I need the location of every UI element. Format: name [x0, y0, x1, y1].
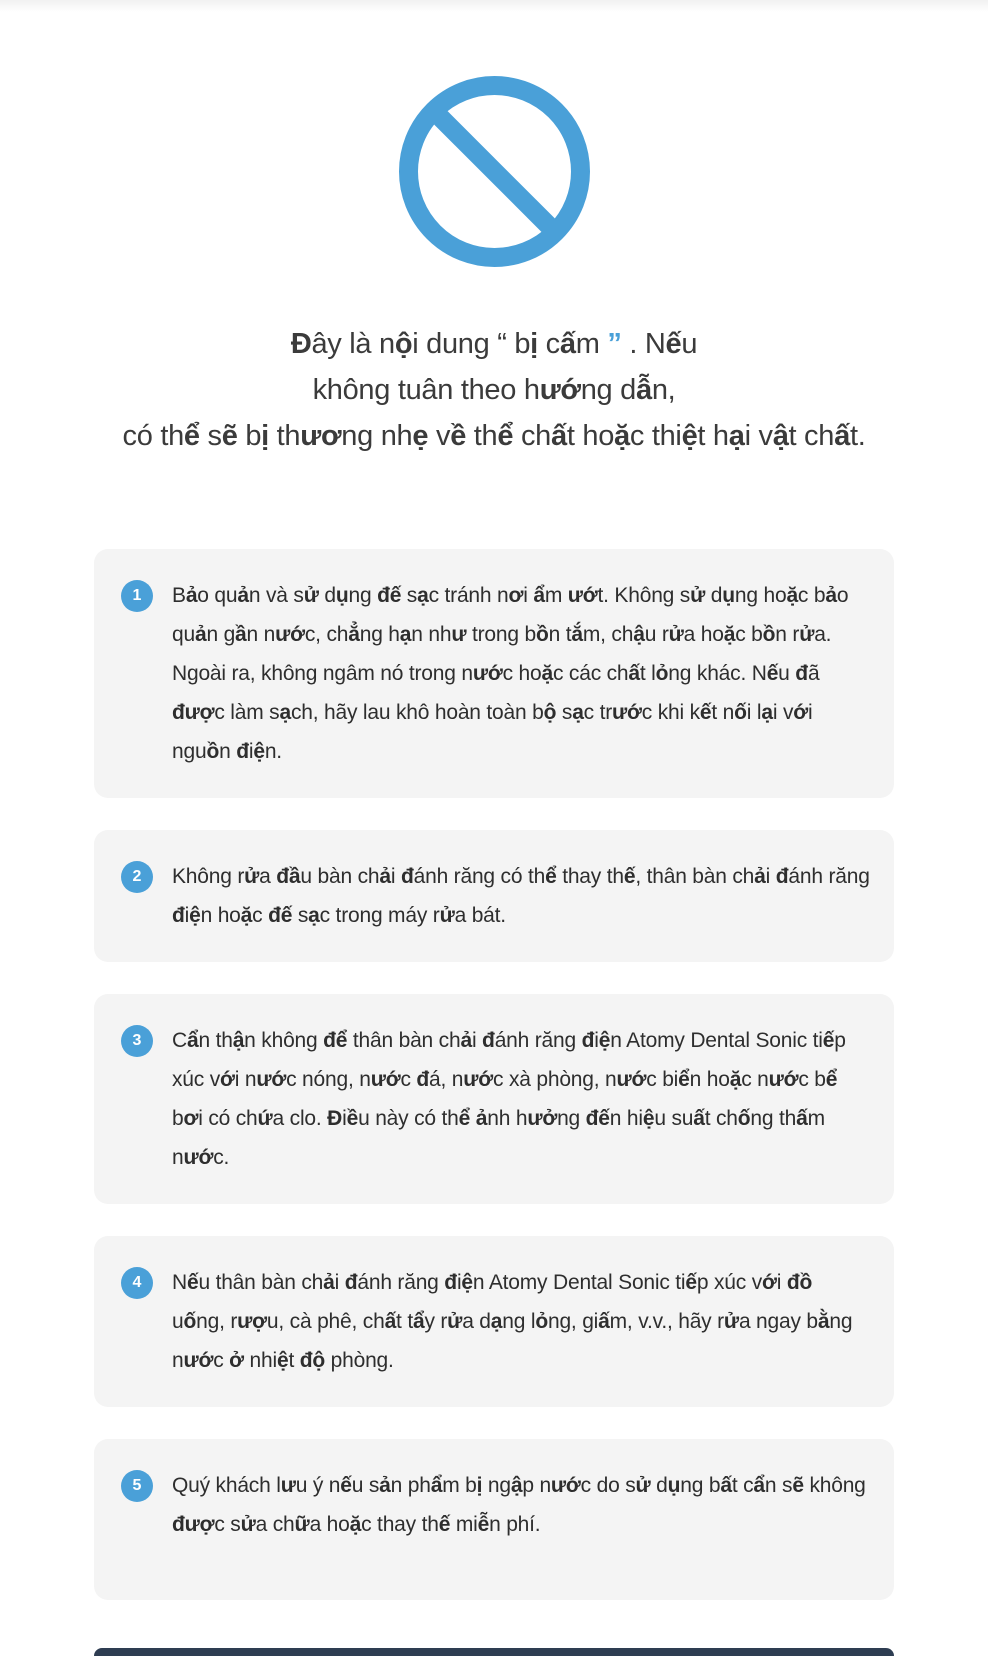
heading-line-3: có thể sẽ bị thương nhẹ về thể chất hoặc thiệt hại vật chất.	[122, 420, 866, 452]
heading-accent-quote: ”	[607, 328, 622, 360]
heading-line-1-suffix: . Nếu	[621, 328, 698, 360]
warning-item-2	[94, 830, 894, 962]
warning-item-1	[94, 549, 894, 798]
item-text-2: Không rửa đầu bàn chải đánh răng có thể thay thế, thân bàn chải đánh răng điện hoặc đế sạc trong máy rửa bát.	[172, 865, 870, 927]
item-number-badge-2: 2	[121, 861, 153, 893]
heading-line-1	[0, 321, 988, 367]
warning-item-4	[94, 1236, 894, 1407]
heading-line-1-prefix: Đây là nội dung “ bị cấm	[290, 328, 608, 360]
item-number-badge-3: 3	[121, 1025, 153, 1057]
warning-item-5	[94, 1439, 894, 1600]
warning-item-3	[94, 994, 894, 1204]
item-text-5: Quý khách lưu ý nếu sản phẩm bị ngập nước do sử dụng bất cẩn sẽ không được sửa chữa hoặc thay thế miễn phí.	[172, 1474, 866, 1536]
item-number-badge-5: 5	[121, 1470, 153, 1502]
item-number-badge-4: 4	[121, 1267, 153, 1299]
top-edge-strip	[0, 0, 988, 12]
prohibition-icon	[397, 74, 592, 269]
item-text-3: Cẩn thận không để thân bàn chải đánh răng điện Atomy Dental Sonic tiếp xúc với nước nóng, nước đá, nước xà phòng, nước biển hoặc nước bể bơi có chứa clo. Điều này có thể ảnh hưởng đến hiệu suất chống thấm nước.	[172, 1029, 846, 1169]
next-section-peek-bar	[94, 1648, 894, 1656]
item-text-4: Nếu thân bàn chải đánh răng điện Atomy Dental Sonic tiếp xúc với đồ uống, rượu, cà phê, chất tẩy rửa dạng lỏng, giấm, v.v., hãy rửa ngay bằng nước ở nhiệt độ phòng.	[172, 1271, 853, 1372]
item-text-1: Bảo quản và sử dụng đế sạc tránh nơi ẩm ướt. Không sử dụng hoặc bảo quản gần nước, chẳng hạn như trong bồn tắm, chậu rửa hoặc bồn rửa. Ngoài ra, không ngâm nó trong nước hoặc các chất lỏng khác. Nếu đã được làm sạch, hãy lau khô hoàn toàn bộ sạc trước khi kết nối lại với nguồn điện.	[172, 584, 849, 763]
warning-list	[94, 549, 894, 1600]
heading-line-2: không tuân theo hướng dẫn,	[312, 374, 676, 406]
item-number-badge-1: 1	[121, 580, 153, 612]
heading	[0, 321, 988, 459]
